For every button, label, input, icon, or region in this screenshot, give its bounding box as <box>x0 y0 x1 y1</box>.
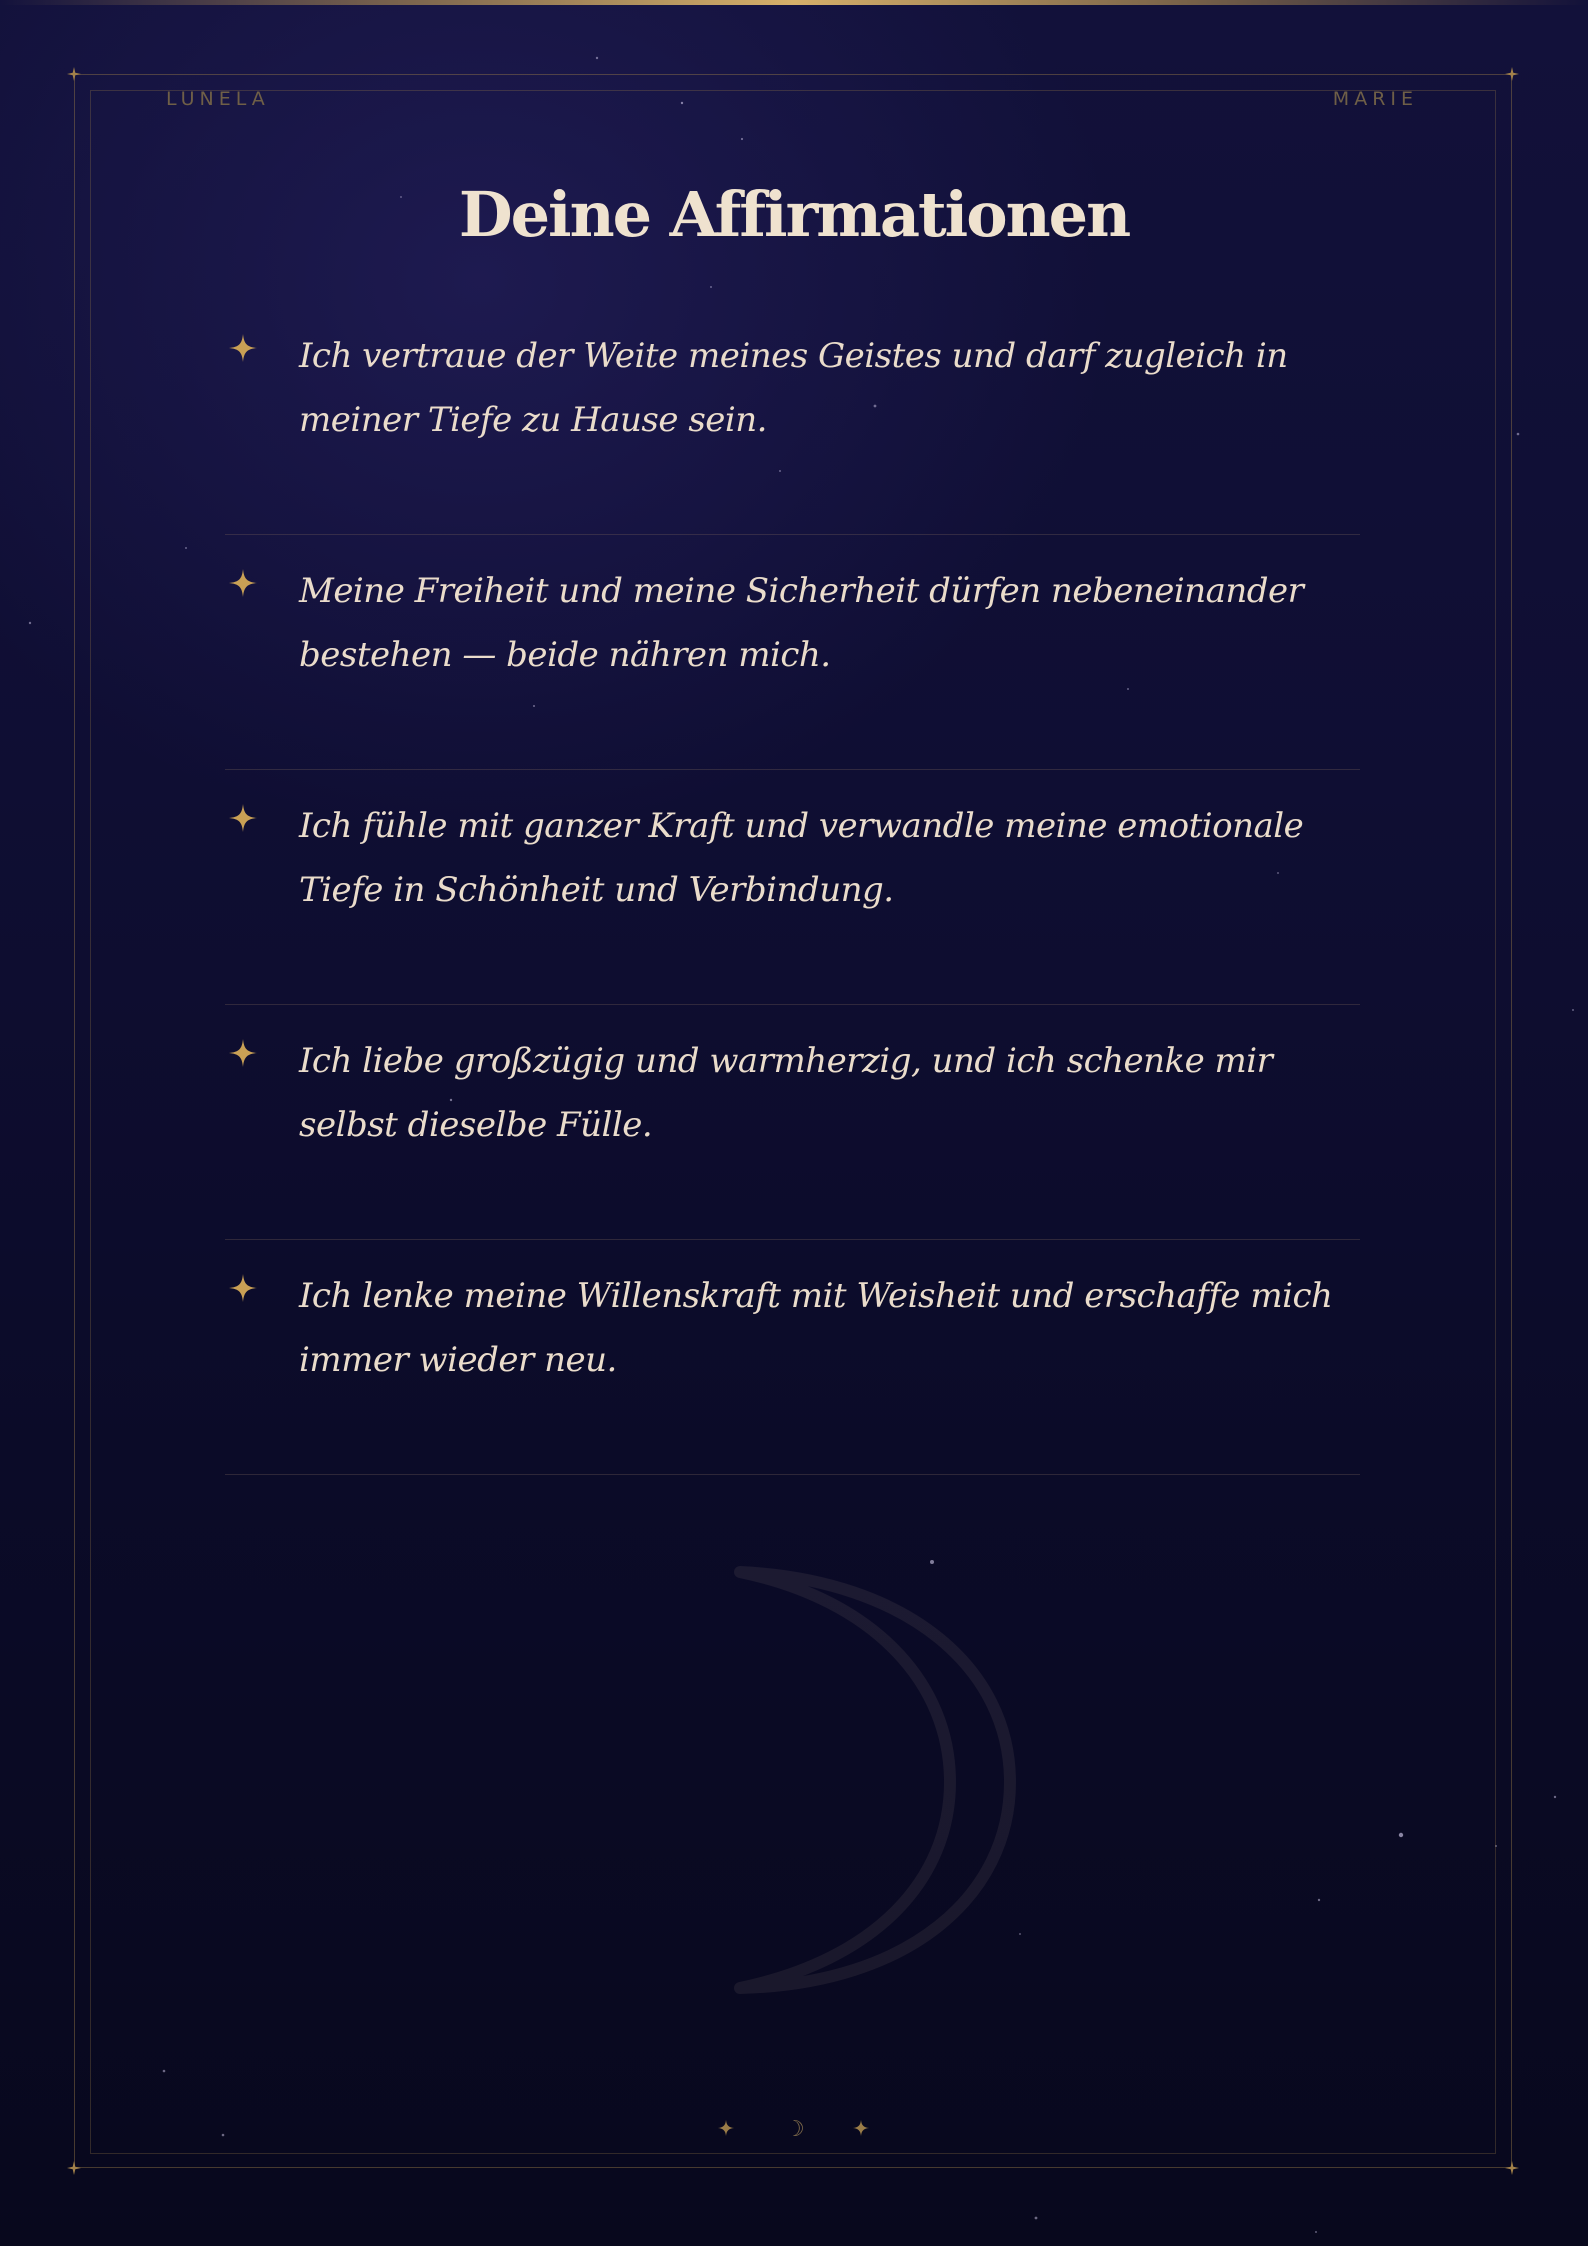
crescent-moon-icon <box>700 1560 1040 2000</box>
footer-star-icon <box>718 2120 734 2144</box>
top-gold-line <box>0 0 1588 5</box>
affirmation-item <box>225 770 1360 1005</box>
page-title: Deine Affirmationen <box>458 178 1130 251</box>
four-point-star-icon <box>228 1273 258 1303</box>
four-point-star-icon <box>228 333 258 363</box>
four-point-star-icon <box>228 803 258 833</box>
corner-star-icon <box>1505 2161 1519 2175</box>
affirmation-text: Ich vertraue der Weite meines Geistes und darf zugleich in meiner Tiefe zu Hause sein. <box>299 336 1288 440</box>
affirmation-item <box>225 535 1360 770</box>
four-point-star-icon <box>228 1038 258 1068</box>
affirmation-text: Ich fühle mit ganzer Kraft und verwandle meine emotionale Tiefe in Schönheit und Verbindung. <box>299 806 1304 910</box>
affirmation-text: Ich liebe großzügig und warmherzig, und ich schenke mir selbst dieselbe Fülle. <box>299 1041 1273 1145</box>
affirmation-list <box>225 300 1360 1475</box>
affirmation-text: Meine Freiheit und meine Sicherheit dürfen nebeneinander bestehen — beide nähren mich. <box>299 571 1304 675</box>
affirmation-item <box>225 1240 1360 1475</box>
brand-name-right: MARIE <box>1332 88 1418 110</box>
corner-star-icon <box>67 2161 81 2175</box>
affirmation-item <box>225 300 1360 535</box>
affirmation-item <box>225 1005 1360 1240</box>
affirmation-text: Ich lenke meine Willenskraft mit Weisheit und erschaffe mich immer wieder neu. <box>299 1276 1333 1380</box>
corner-star-icon <box>67 67 81 81</box>
footer-moon-icon: ☽ <box>785 2117 805 2142</box>
corner-star-icon <box>1505 67 1519 81</box>
brand-name-left: LUNELA <box>166 88 270 110</box>
footer-star-icon <box>853 2120 869 2144</box>
four-point-star-icon <box>228 568 258 598</box>
